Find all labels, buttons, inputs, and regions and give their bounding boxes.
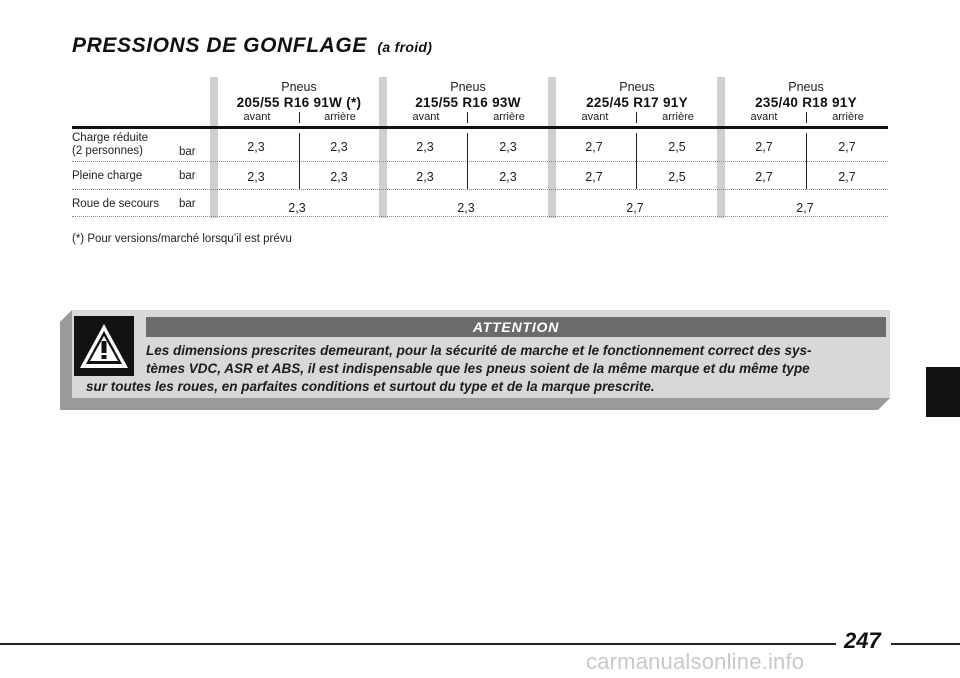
value-separator — [806, 133, 807, 189]
pressure-value: 2,7 — [755, 170, 773, 184]
column-bar — [717, 77, 725, 218]
row-label-full-load — [72, 170, 142, 183]
tyre-header — [557, 80, 717, 111]
pressure-value: 2,3 — [416, 140, 434, 154]
tyre-header-word: Pneus — [788, 80, 824, 94]
tyre-header-word: Pneus — [619, 80, 655, 94]
value-separator — [299, 133, 300, 189]
page-number: 247 — [844, 628, 881, 653]
value-separator — [467, 133, 468, 189]
tyre-header — [726, 80, 886, 111]
pressure-value: 2,5 — [668, 140, 686, 154]
axle-separator — [636, 112, 637, 123]
pressure-value: 2,7 — [796, 201, 814, 215]
warning-text-line: sur toutes les roues, en parfaites conditions et surtout du type et de la marque prescrite. — [86, 379, 655, 394]
pressure-value: 2,7 — [585, 170, 603, 184]
axle-front: avant — [750, 111, 778, 123]
pressure-value: 2,3 — [247, 140, 265, 154]
row-divider — [72, 216, 888, 217]
pressure-value: 2,5 — [668, 170, 686, 184]
axle-rear: arrière — [493, 111, 525, 123]
row-label-line: Pleine charge — [72, 170, 143, 182]
axle-separator — [467, 112, 468, 123]
tyre-size: 235/40 R18 91Y — [755, 95, 857, 110]
pressure-value: 2,3 — [288, 201, 306, 215]
row-label-line: (2 personnes) — [72, 145, 143, 157]
column-bar — [210, 77, 218, 218]
warning-title: ATTENTION — [472, 319, 560, 335]
axle-separator — [806, 112, 807, 123]
warning-triangle-icon — [74, 316, 134, 376]
value-separator — [636, 133, 637, 189]
axle-front: avant — [412, 111, 440, 123]
tyre-size: 205/55 R16 91W (*) — [236, 95, 362, 110]
pressure-value: 2,3 — [330, 170, 348, 184]
title-main: PRESSIONS DE GONFLAGE — [72, 34, 367, 57]
pressure-value: 2,7 — [755, 140, 773, 154]
warning-box — [60, 310, 890, 410]
axle-separator — [299, 112, 300, 123]
footer-rule — [891, 643, 960, 645]
pressure-value: 2,7 — [626, 201, 644, 215]
row-label-line: Roue de secours — [72, 198, 159, 210]
tyre-size: 215/55 R16 93W — [415, 95, 521, 110]
tyre-header-word: Pneus — [281, 80, 317, 94]
footnote: (*) Pour versions/marché lorsqu’il est prévu — [72, 233, 292, 245]
pressure-value: 2,3 — [416, 170, 434, 184]
row-divider — [72, 189, 888, 190]
header-rule — [72, 126, 888, 129]
pressure-value: 2,7 — [838, 140, 856, 154]
unit-label: bar — [179, 146, 196, 158]
row-label-spare-wheel — [72, 198, 159, 211]
pressure-table — [0, 0, 960, 260]
watermark: carmanualsonline.info — [586, 649, 805, 674]
row-label-reduced-load — [72, 132, 148, 158]
warning-text-line: tèmes VDC, ASR et ABS, il est indispensable que les pneus soient de la même marque et du même type — [146, 361, 810, 376]
axle-rear: arrière — [832, 111, 864, 123]
axle-front: avant — [243, 111, 271, 123]
pressure-value: 2,3 — [247, 170, 265, 184]
row-divider — [72, 161, 888, 162]
pressure-value: 2,3 — [330, 140, 348, 154]
pressure-value: 2,3 — [499, 170, 517, 184]
tyre-header — [388, 80, 548, 111]
column-bar — [379, 77, 387, 218]
axle-front: avant — [581, 111, 609, 123]
pressure-value: 2,3 — [457, 201, 475, 215]
pressure-value: 2,7 — [838, 170, 856, 184]
unit-label: bar — [179, 198, 196, 210]
axle-rear: arrière — [662, 111, 694, 123]
warning-text-line: Les dimensions prescrites demeurant, pour la sécurité de marche et le fonctionnement correct des sys- — [146, 343, 812, 358]
pressure-value: 2,3 — [499, 140, 517, 154]
tyre-header — [219, 80, 379, 111]
title-sub: (a froid) — [377, 39, 433, 55]
tyre-header-word: Pneus — [450, 80, 486, 94]
pressure-value: 2,7 — [585, 140, 603, 154]
unit-label: bar — [179, 170, 196, 182]
tyre-size: 225/45 R17 91Y — [586, 95, 688, 110]
column-bar — [548, 77, 556, 218]
row-label-line: Charge réduite — [72, 132, 149, 144]
footer-rule — [0, 643, 836, 645]
chapter-tab — [926, 367, 960, 417]
axle-rear: arrière — [324, 111, 356, 123]
